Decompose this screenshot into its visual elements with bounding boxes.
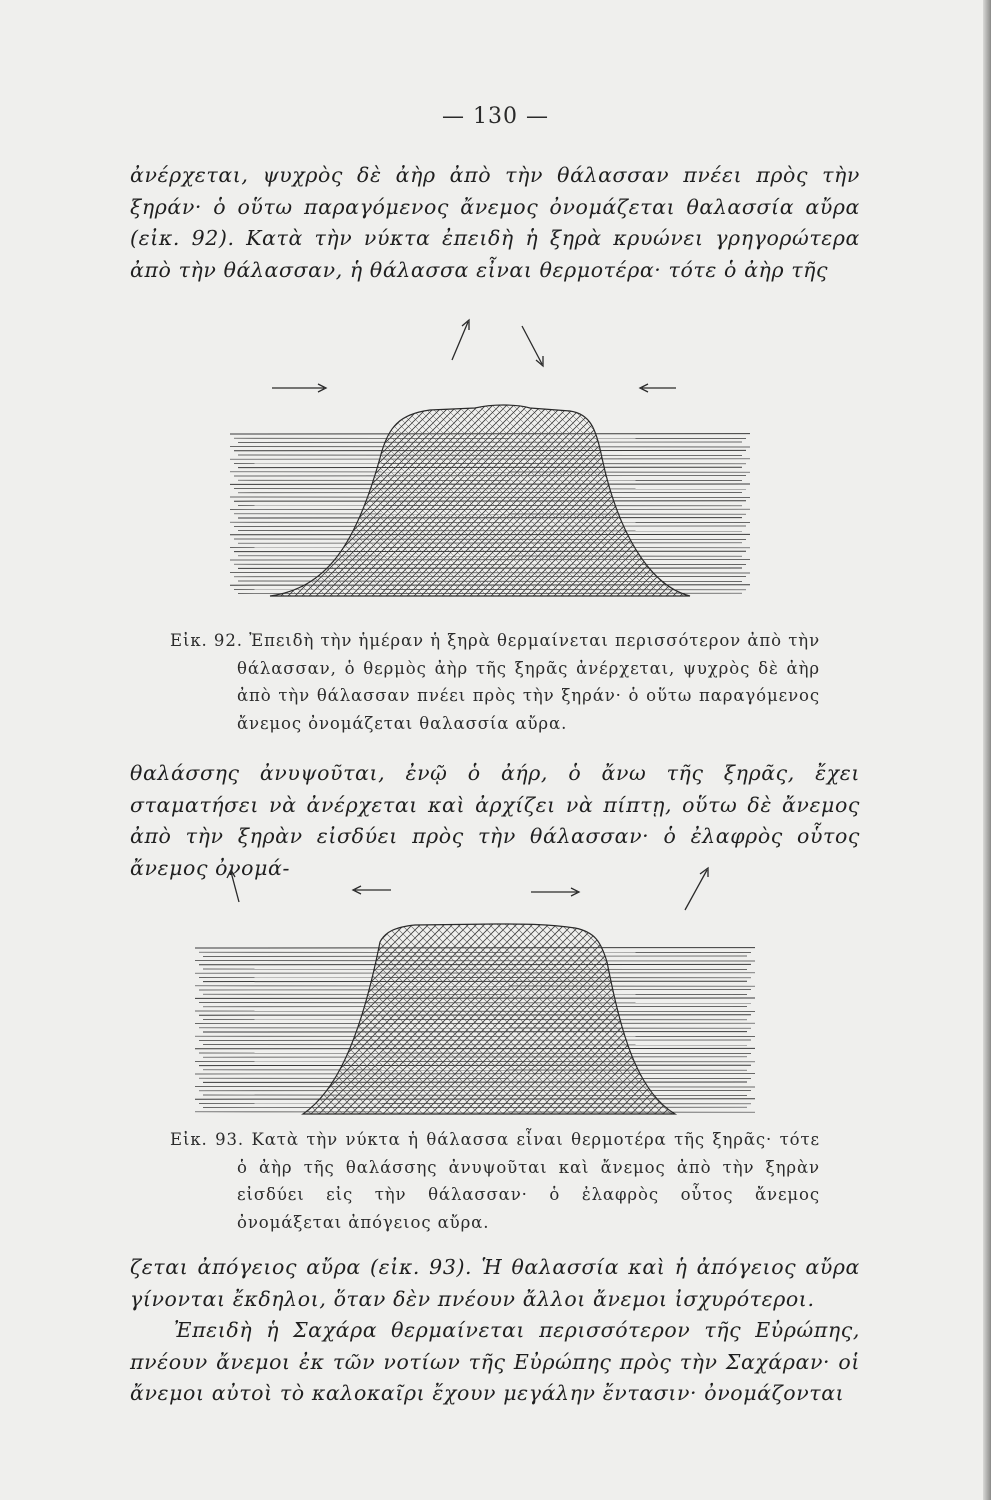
paragraph-2-text: θαλάσσης ἀνυψοῦται, ἐνῷ ὁ ἀήρ, ὁ ἄνω τῆς ξηρᾶς, ἔχει σταματήσει νὰ ἀνέρχεται καὶ ἀρχίζει νὰ πίπτῃ, οὕτω δὲ ἄνεμος ἀπὸ τὴν ξηρὰν εἰσδύει πρὸς τὴν θάλασσαν· ὁ ἐλαφρὸς οὗτος ἄνεμος ὀνομά- [130, 761, 860, 880]
wind-arrows [272, 320, 676, 392]
figure-92 [230, 318, 750, 608]
caption-92-text: Εἰκ. 92. Ἐπειδὴ τὴν ἡμέραν ἡ ξηρὰ θερμαίνεται περισσότερον ἀπὸ τὴν θάλασσαν, ὁ θερμὸς ἀὴρ τῆς ξηρᾶς ἀνέρχεται, ψυχρὸς δὲ ἀὴρ ἀπὸ τὴν θάλασσαν πνέει πρὸς τὴν ξηράν· ὁ οὕτω παραγόμενος ἄνεμος ὀνομάζεται θαλασσία αὔρα. [170, 631, 820, 733]
paragraph-4-text: Ἐπειδὴ ἡ Σαχάρα θερμαίνεται περισσότερον τῆς Εὐρώπης, πνέουν ἄνεμοι ἐκ τῶν νοτίων τῆς Εὐρώπης πρὸς τὴν Σαχάραν· οἱ ἄνεμοι αὐτοὶ τὸ καλοκαῖρι ἔχουν μεγάλην ἔντασιν· ὀνομάζονται [130, 1318, 860, 1405]
paragraph-3-text: ζεται ἀπόγειος αὔρα (εἰκ. 93). Ἡ θαλασσία καὶ ἡ ἀπόγειος αὔρα γίνονται ἔκδηλοι, ὅταν δὲν πνέουν ἄλλοι ἄνεμοι ἰσχυρότεροι. [130, 1255, 860, 1311]
caption-92 [170, 627, 820, 737]
figure-93-illustration [195, 862, 755, 1132]
caption-93-text: Εἰκ. 93. Κατὰ τὴν νύκτα ἡ θάλασσα εἶναι θερμοτέρα τῆς ξηρᾶς· τότε ὁ ἀὴρ τῆς θαλάσσης ἀνυψοῦται καὶ ἄνεμος ἀπὸ τὴν ξηρὰν εἰσδύει εἰς τὴν θάλασσαν· ὁ ἐλαφρὸς οὗτος ἄνεμος ὀνομάξεται ἀπόγειος αὔρα. [170, 1130, 820, 1232]
figure-92-illustration [230, 318, 750, 608]
paragraph-3 [130, 1252, 860, 1410]
page-edge [983, 0, 991, 1500]
wind-arrows [227, 868, 708, 910]
paragraph-1 [130, 160, 860, 286]
caption-93 [170, 1126, 820, 1236]
paragraph-1-text: ἀνέρχεται, ψυχρὸς δὲ ἀὴρ ἀπὸ τὴν θάλασσαν πνέει πρὸς τὴν ξηράν· ὁ οὕτω παραγόμενος ἄνεμος ὀνομάζεται θαλασσία αὔρα (εἰκ. 92). Κατὰ τὴν νύκτα ἐπειδὴ ἡ ξηρὰ κρυώνει γρηγορώτερα ἀπὸ τὴν θάλασσαν, ἡ θάλασσα εἶναι θερμοτέρα· τότε ὁ ἀὴρ τῆς [130, 163, 860, 282]
page-number: — 130 — [442, 104, 549, 129]
figure-93 [195, 862, 755, 1132]
